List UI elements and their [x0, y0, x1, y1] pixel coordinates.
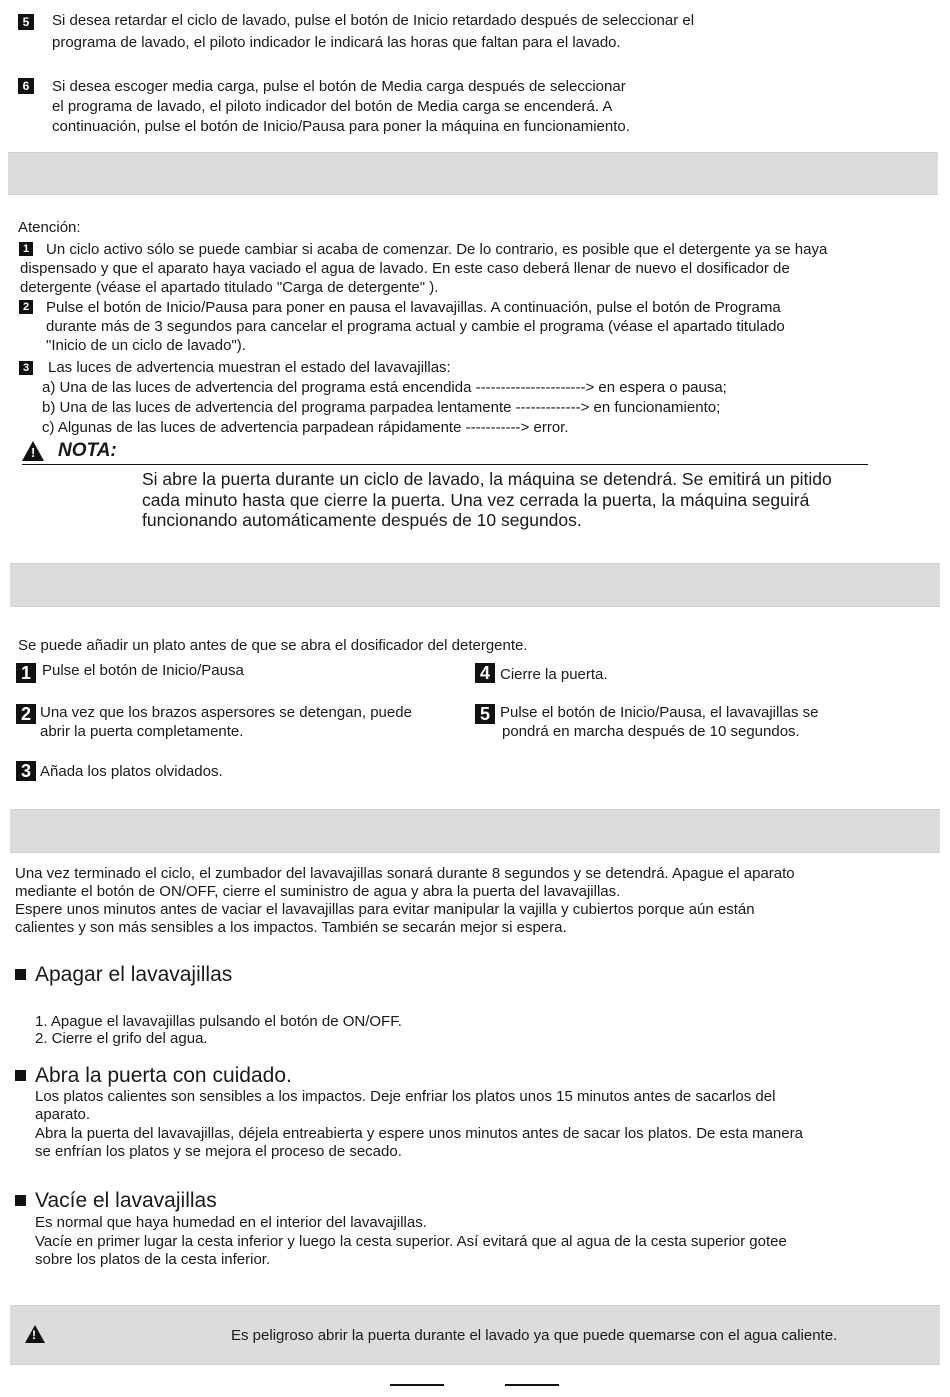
- text-line: cada minuto hasta que cierre la puerta. Una vez cerrada la puerta, la máquina seguirá: [142, 489, 810, 510]
- heading-text: Apagar el lavavajillas: [35, 963, 233, 986]
- forgotten-intro: Se puede añadir un plato antes de que se abra el dosificador del detergente.: [18, 637, 528, 654]
- text-line: dispensado y que el aparato haya vaciado el agua de lavado. En este caso deberá llenar de nuevo el dosificador de: [20, 260, 790, 277]
- step-number: 5: [18, 14, 34, 30]
- text-line: Los platos calientes son sensibles a los impactos. Deje enfriar los platos unos 15 minutos antes de sacarlos del: [35, 1088, 776, 1105]
- text-line: abrir la puerta completamente.: [40, 723, 244, 740]
- text-line: Si abre la puerta durante un ciclo de lavado, la máquina se detendrá. Se emitirá un pitido: [142, 469, 832, 489]
- switch-off-steps: [35, 1012, 402, 1048]
- heading-text: Vacíe el lavavajillas: [35, 1189, 217, 1212]
- text-line: Cierre la puerta.: [500, 666, 608, 683]
- text-line: Vacíe en primer lugar la cesta inferior y luego la cesta superior. Así evitará que al agua de la cesta superior gotee: [35, 1233, 787, 1250]
- bullet-icon: [15, 969, 26, 980]
- text-line: Abra la puerta del lavavajillas, déjela entreabierta y espere unos minutos antes de sacar los platos. De esta manera: [35, 1125, 803, 1142]
- text-line: Una vez terminado el ciclo, el zumbador del lavavajillas sonará durante 8 segundos y se detendrá. Apague el aparato: [15, 865, 795, 882]
- text-line: Espere unos minutos antes de vaciar el lavavajillas para evitar manipular la vajilla y cubiertos porque aún están: [15, 901, 755, 918]
- step-number: 4: [475, 663, 495, 683]
- text-line: calientes y son más sensibles a los impactos. También se secarán mejor si espera.: [15, 919, 567, 936]
- text-line: sobre los platos de la cesta inferior.: [35, 1251, 271, 1268]
- footer-rule: [505, 1384, 559, 1386]
- nota-label: NOTA:: [58, 440, 117, 461]
- warning-icon: !: [22, 441, 44, 461]
- step-number: 1: [16, 663, 36, 683]
- text-line: Pulse el botón de Inicio/Pausa para poner en pausa el lavavajillas. A continuación, pulse el botón de Programa: [46, 299, 781, 316]
- item-number: 3: [19, 361, 33, 375]
- heading-text: Abra la puerta con cuidado.: [35, 1064, 292, 1087]
- item-number: 2: [19, 300, 33, 314]
- text-line: funcionando automáticamente después de 10 segundos.: [142, 510, 582, 530]
- section-heading: [15, 1189, 217, 1213]
- text-line: c) Algunas de las luces de advertencia parpadean rápidamente -----------> error.: [42, 419, 569, 436]
- text-line: Pulse el botón de Inicio/Pausa, el lavavajillas se: [500, 704, 819, 721]
- text-line: Las luces de advertencia muestran el estado del lavavajillas:: [48, 359, 451, 376]
- section-heading: [15, 1064, 292, 1088]
- text-line: Si desea retardar el ciclo de lavado, pulse el botón de Inicio retardado después de seleccionar el: [52, 12, 695, 29]
- attention-label: Atención:: [18, 219, 81, 236]
- item-number: 1: [19, 242, 33, 256]
- text-line: aparato.: [35, 1106, 91, 1123]
- open-door-text: [35, 1087, 803, 1161]
- bullet-icon: [15, 1195, 26, 1206]
- text-line: se enfrían los platos y se mejora el proceso de secado.: [35, 1143, 402, 1160]
- text-line: Es normal que haya humedad en el interior del lavavajillas.: [35, 1214, 427, 1231]
- section-header-bar: [8, 152, 938, 195]
- step-number: 5: [475, 704, 495, 724]
- text-line: 1. Apague el lavavajillas pulsando el botón de ON/OFF.: [35, 1013, 402, 1030]
- text-line: programa de lavado, el piloto indicador le indicará las horas que faltan para el lavado.: [52, 34, 621, 51]
- bullet-icon: [15, 1070, 26, 1081]
- text-line: mediante el botón de ON/OFF, cierre el suministro de agua y abra la puerta del lavavajillas.: [15, 883, 621, 900]
- footer-rule: [390, 1384, 444, 1386]
- empty-text: [35, 1213, 787, 1269]
- text-line: durante más de 3 segundos para cancelar el programa actual y cambie el programa (véase el apartado titulado: [46, 318, 785, 335]
- section-heading: [15, 963, 232, 987]
- nota-heading: [22, 440, 868, 465]
- text-line: Si desea escoger media carga, pulse el botón de Media carga después de seleccionar: [52, 78, 626, 95]
- text-line: detergente (véase el apartado titulado "Carga de detergente" ).: [20, 279, 439, 296]
- text-line: pondrá en marcha después de 10 segundos.: [502, 723, 800, 740]
- text-line: b) Una de las luces de advertencia del programa parpadea lentamente -------------> en funcionamiento;: [42, 399, 721, 416]
- text-line: Una vez que los brazos aspersores se detengan, puede: [40, 704, 412, 721]
- section-header-bar: [10, 563, 940, 607]
- text-line: el programa de lavado, el piloto indicador del botón de Media carga se encenderá. A: [52, 98, 613, 115]
- step-number: 6: [18, 78, 34, 94]
- step-number: 3: [16, 761, 36, 781]
- text-line: Un ciclo activo sólo se puede cambiar si acaba de comenzar. De lo contrario, es posible que el detergente ya se haya: [46, 241, 828, 258]
- text-line: a) Una de las luces de advertencia del programa está encendida ----------------------> en espera o pausa;: [42, 379, 727, 396]
- end-intro: [15, 864, 795, 937]
- attention-block: [18, 218, 918, 436]
- warning-bar: [10, 1305, 940, 1365]
- text-line: 2. Cierre el grifo del agua.: [35, 1030, 208, 1047]
- text-line: Añada los platos olvidados.: [40, 763, 223, 780]
- text-line: "Inicio de un ciclo de lavado").: [46, 337, 246, 354]
- warning-text: Es peligroso abrir la puerta durante el lavado ya que puede quemarse con el agua caliente.: [231, 1327, 838, 1344]
- text-line: continuación, pulse el botón de Inicio/Pausa para poner la máquina en funcionamiento.: [52, 118, 630, 135]
- section-header-bar: [10, 809, 940, 853]
- text-line: Pulse el botón de Inicio/Pausa: [42, 662, 244, 679]
- warning-icon: !: [25, 1325, 45, 1343]
- nota-text: [142, 469, 832, 531]
- step-number: 2: [16, 704, 36, 724]
